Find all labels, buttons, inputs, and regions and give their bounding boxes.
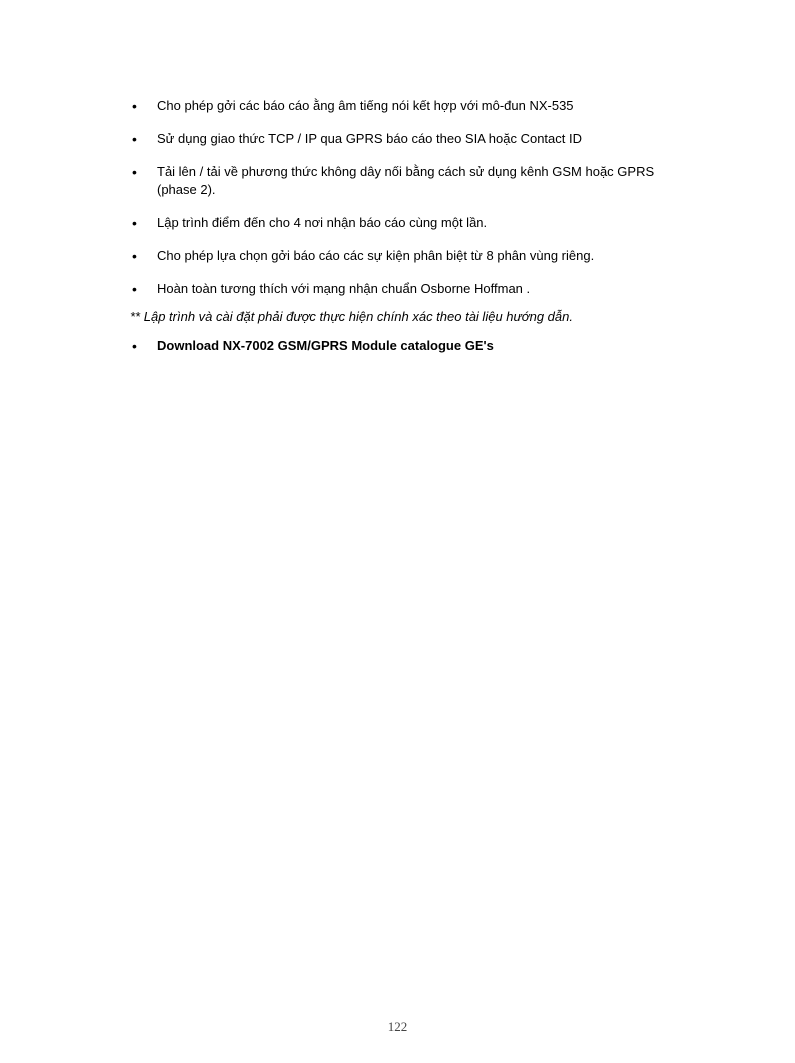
bullet-icon: • [132, 98, 137, 114]
list-item-text: Cho phép gởi các báo cáo ằng âm tiếng nói kết hợp với mô-đun NX-535 [157, 98, 574, 113]
page-number: 122 [387, 1019, 408, 1034]
list-item-text: Hoàn toàn tương thích với mạng nhận chuẩn Osborne Hoffman . [157, 281, 531, 296]
bullet-icon: • [132, 131, 137, 147]
list-item [130, 130, 670, 148]
bullet-icon: • [132, 281, 137, 297]
list-item-text: Sử dụng giao thức TCP / IP qua GPRS báo cáo theo SIA hoặc Contact ID [157, 131, 582, 146]
list-item [130, 247, 670, 265]
list-item [130, 97, 670, 115]
download-item[interactable] [130, 337, 670, 355]
bullet-icon: • [132, 248, 137, 264]
document-content [130, 97, 670, 370]
list-item [130, 163, 670, 199]
list-item-text: Tải lên / tải về phương thức không dây nối bằng cách sử dụng kênh GSM hoặc GPRS (phase 2). [157, 164, 655, 197]
list-item-text: Cho phép lựa chọn gởi báo cáo các sự kiện phân biệt từ 8 phân vùng riêng. [157, 248, 595, 263]
bullet-icon: • [132, 338, 137, 354]
list-item [130, 280, 670, 298]
instruction-note: ** Lập trình và cài đặt phải được thực hiện chính xác theo tài liệu hướng dẫn. [130, 309, 573, 324]
bullet-icon: • [132, 215, 137, 231]
list-item [130, 214, 670, 232]
list-item-text: Lập trình điểm đến cho 4 nơi nhận báo cáo cùng một lần. [157, 215, 488, 230]
bullet-icon: • [132, 164, 137, 180]
download-catalogue-link[interactable]: Download NX-7002 GSM/GPRS Module catalogue GE's [157, 338, 494, 353]
